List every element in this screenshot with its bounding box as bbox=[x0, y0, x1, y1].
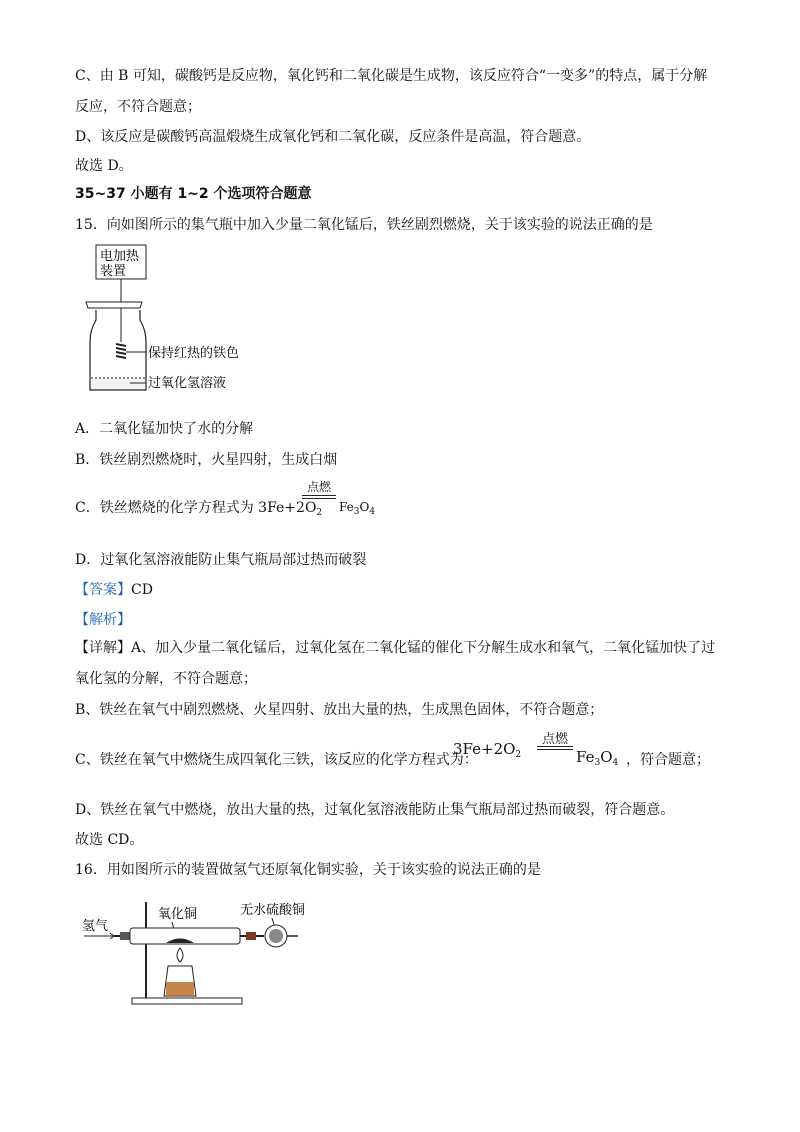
answer-tag: 【答案】 bbox=[75, 582, 131, 598]
detail-c-suffix: ，符合题意； bbox=[626, 752, 710, 768]
option-c bbox=[75, 498, 322, 523]
cuso4-label: 无水硫酸铜 bbox=[240, 903, 306, 918]
product-fe3o4: $Fe_3O_4$ bbox=[576, 748, 619, 768]
cuo-label: 氧化铜 bbox=[158, 907, 198, 922]
text-line: 反应，不符合题意； bbox=[75, 99, 201, 115]
section-heading: 35~37 小题有 1~2 个选项符合题意 bbox=[75, 186, 312, 202]
alcohol-lamp-flame bbox=[177, 948, 183, 962]
detail-tag: 【详解】 bbox=[75, 640, 131, 656]
analysis-tag: 【解析】 bbox=[75, 612, 131, 628]
text-line: B、铁丝在氧气中剧烈燃烧、火星四射、放出大量的热，生成黑色固体，不符合题意； bbox=[75, 702, 604, 718]
option-c-text: C．铁丝燃烧的化学方程式为 3Fe+2O bbox=[75, 500, 317, 516]
condition-label: 点燃 bbox=[541, 732, 568, 747]
text-line: 故选 D。 bbox=[75, 158, 133, 174]
hydrogen-label: 氢气 bbox=[82, 919, 109, 934]
answer-line bbox=[75, 580, 153, 600]
solution-label: 过氧化氢溶液 bbox=[148, 376, 227, 391]
question-16-stem: 16．用如图所示的装置做氢气还原氧化铜实验，关于该实验的说法正确的是 bbox=[75, 862, 541, 878]
figure-15-gas-bottle bbox=[78, 242, 278, 397]
equation-arrow-2 bbox=[537, 728, 573, 758]
equation-arrow-1 bbox=[302, 478, 336, 508]
equation-2: $3Fe+2O_2$ bbox=[453, 740, 522, 760]
product-fe3o4: $Fe_3O_4$ bbox=[339, 500, 376, 517]
option-d: D．过氧化氢溶液能防止集气瓶局部过热而破裂 bbox=[75, 552, 367, 568]
text-line: 氧化氢的分解，不符合题意； bbox=[75, 671, 257, 687]
heater-label-1: 电加热 bbox=[100, 249, 140, 264]
o2-subscript: 2 bbox=[316, 508, 323, 518]
bottle-stopper bbox=[86, 302, 142, 308]
text-line: 故选 CD。 bbox=[75, 832, 144, 848]
text-line: D、铁丝在氧气中燃烧，放出大量的热，过氧化氢溶液能防止集气瓶局部过热而破裂，符合题意。 bbox=[75, 802, 675, 818]
stopper bbox=[120, 932, 130, 940]
option-a: A．二氧化锰加快了水的分解 bbox=[75, 421, 254, 437]
figure-16-hydrogen-reduction bbox=[80, 892, 320, 1012]
answer-value: CD bbox=[131, 582, 153, 598]
iron-wire-coil bbox=[116, 344, 126, 358]
detail-c-line: C、铁丝在氧气中燃烧生成四氧化三铁，该反应的化学方程式为： bbox=[75, 752, 478, 768]
text-line: D、该反应是碳酸钙高温煅烧生成氧化钙和二氧化碳，反应条件是高温，符合题意。 bbox=[75, 129, 591, 145]
question-15-stem: 15．向如图所示的集气瓶中加入少量二氧化锰后，铁丝剧烈燃烧，关于该实验的说法正确的是 bbox=[75, 217, 653, 233]
detail-a-line: 【详解】A、加入少量二氧化锰后，过氧化氢在二氧化锰的催化下分解生成水和氧气，二氧化锰加快了过 bbox=[75, 640, 716, 656]
heater-label-2: 装置 bbox=[100, 264, 127, 279]
condition-label: 点燃 bbox=[306, 480, 331, 494]
equals-bars bbox=[302, 495, 336, 499]
stand-base bbox=[132, 998, 242, 1004]
option-b: B．铁丝剧烈燃烧时，火星四射，生成白烟 bbox=[75, 452, 338, 468]
text-line: C、由 B 可知，碳酸钙是反应物，氧化钙和二氧化碳是生成物，该反应符合“一变多”的特点，属于分解 bbox=[75, 68, 708, 84]
equals-bars bbox=[537, 746, 573, 750]
iron-label: 保持红热的铁色 bbox=[148, 346, 240, 361]
